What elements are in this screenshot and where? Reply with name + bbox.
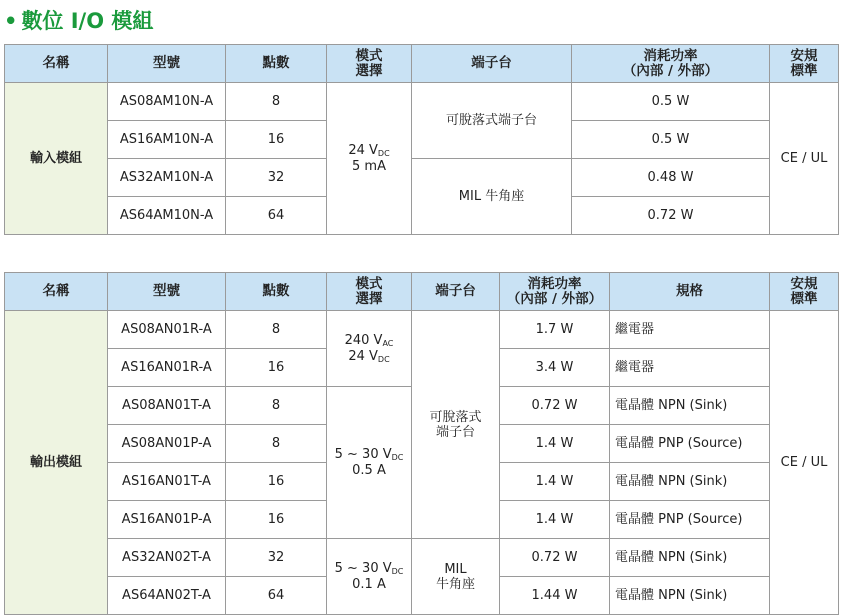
points-cell: 32 (226, 539, 327, 577)
power-cell: 0.48 W (572, 159, 770, 197)
model-cell: AS08AN01T-A (108, 387, 226, 425)
model-cell: AS08AN01R-A (108, 311, 226, 349)
points-cell: 8 (226, 387, 327, 425)
spec-cell: 繼電器 (610, 349, 770, 387)
header-name: 名稱 (5, 273, 108, 311)
power-cell: 1.4 W (500, 425, 610, 463)
spec-cell: 電晶體 PNP (Source) (610, 425, 770, 463)
points-cell: 8 (226, 311, 327, 349)
header-spec: 規格 (610, 273, 770, 311)
model-cell: AS16AN01P-A (108, 501, 226, 539)
model-cell: AS64AN02T-A (108, 577, 226, 615)
model-cell: AS64AM10N-A (108, 197, 226, 235)
mode-cell: 240 $V_{AC}$ 24 $V_{DC}$ (327, 311, 412, 387)
mode-cell: 5 ~ 30 $V_{DC}$ 0.5 A (327, 387, 412, 539)
group-name: 輸入模組 (5, 83, 108, 235)
spec-cell: 電晶體 NPN (Sink) (610, 577, 770, 615)
bullet-icon: • (4, 9, 18, 33)
group-name: 輸出模組 (5, 311, 108, 615)
header-points: 點數 (226, 45, 327, 83)
power-cell: 0.72 W (500, 387, 610, 425)
terminal-cell: 可脫落式 端子台 (412, 311, 500, 539)
header-terminal: 端子台 (412, 45, 572, 83)
header-standard: 安規 標準 (770, 273, 839, 311)
header-points: 點數 (226, 273, 327, 311)
model-cell: AS16AN01T-A (108, 463, 226, 501)
model-cell: AS08AM10N-A (108, 83, 226, 121)
header-model: 型號 (108, 45, 226, 83)
model-cell: AS16AM10N-A (108, 121, 226, 159)
points-cell: 32 (226, 159, 327, 197)
power-cell: 3.4 W (500, 349, 610, 387)
spec-cell: 電晶體 PNP (Source) (610, 501, 770, 539)
power-cell: 0.5 W (572, 121, 770, 159)
terminal-cell: MIL 牛角座 (412, 539, 500, 615)
terminal-cell: 可脫落式端子台 (412, 83, 572, 159)
points-cell: 64 (226, 577, 327, 615)
power-cell: 1.4 W (500, 463, 610, 501)
points-cell: 8 (226, 83, 327, 121)
spec-cell: 電晶體 NPN (Sink) (610, 463, 770, 501)
spec-cell: 電晶體 NPN (Sink) (610, 387, 770, 425)
table-row (5, 311, 839, 349)
model-cell: AS32AN02T-A (108, 539, 226, 577)
points-cell: 64 (226, 197, 327, 235)
points-cell: 16 (226, 349, 327, 387)
standard-cell: CE / UL (770, 83, 839, 235)
header-mode: 模式 選擇 (327, 273, 412, 311)
table-row (5, 83, 839, 121)
power-cell: 1.4 W (500, 501, 610, 539)
power-cell: 0.72 W (572, 197, 770, 235)
header-standard: 安規 標準 (770, 45, 839, 83)
header-name: 名稱 (5, 45, 108, 83)
page-title-text: 數位 I/O 模組 (21, 9, 154, 33)
page-title (4, 5, 153, 37)
power-cell: 1.44 W (500, 577, 610, 615)
model-cell: AS08AN01P-A (108, 425, 226, 463)
output-module-table (4, 272, 839, 615)
model-cell: AS32AM10N-A (108, 159, 226, 197)
points-cell: 16 (226, 501, 327, 539)
header-mode: 模式 選擇 (327, 45, 412, 83)
mode-cell: 24 $V_{DC}$ 5 mA (327, 83, 412, 235)
terminal-cell: MIL 牛角座 (412, 159, 572, 235)
spec-cell: 電晶體 NPN (Sink) (610, 539, 770, 577)
power-cell: 0.5 W (572, 83, 770, 121)
header-terminal: 端子台 (412, 273, 500, 311)
header-power: 消耗功率 （內部 / 外部） (572, 45, 770, 83)
mode-cell: 5 ~ 30 $V_{DC}$ 0.1 A (327, 539, 412, 615)
model-cell: AS16AN01R-A (108, 349, 226, 387)
points-cell: 16 (226, 121, 327, 159)
points-cell: 8 (226, 425, 327, 463)
points-cell: 16 (226, 463, 327, 501)
power-cell: 1.7 W (500, 311, 610, 349)
header-model: 型號 (108, 273, 226, 311)
power-cell: 0.72 W (500, 539, 610, 577)
table-row (5, 539, 839, 577)
standard-cell: CE / UL (770, 311, 839, 615)
header-power: 消耗功率 （內部 / 外部） (500, 273, 610, 311)
input-module-table (4, 44, 839, 235)
spec-cell: 繼電器 (610, 311, 770, 349)
table-row (5, 159, 839, 197)
